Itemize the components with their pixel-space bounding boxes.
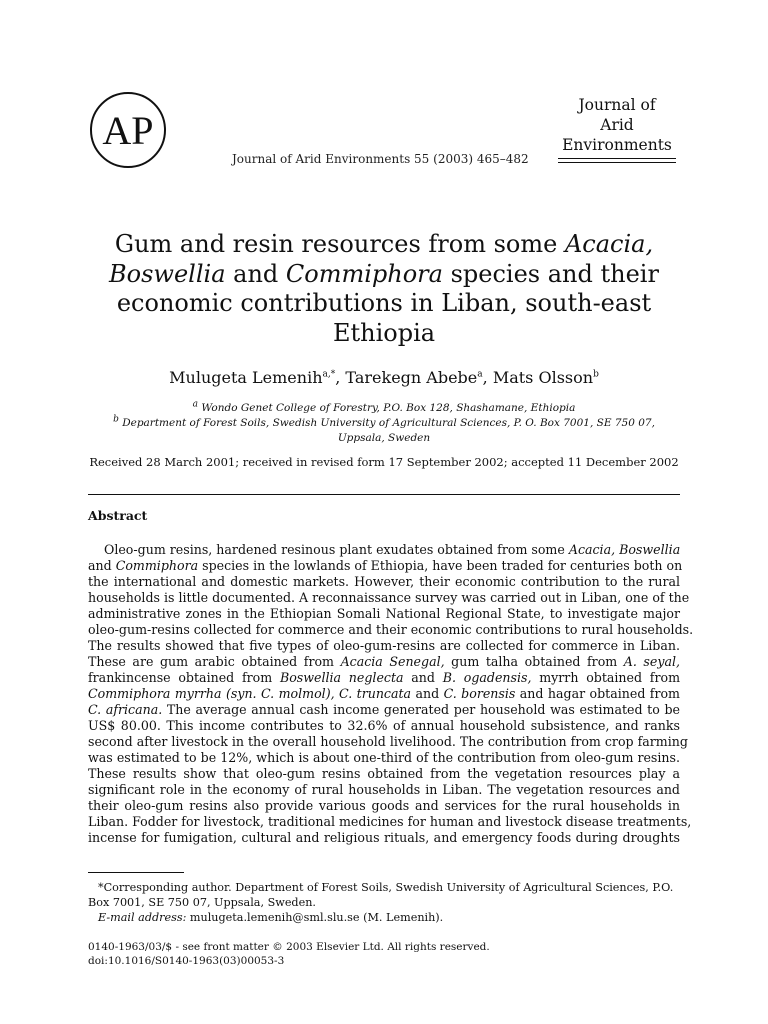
- abstract-line: These results show that oleo-gum resins obtained from the vegetation resources play a: [88, 766, 680, 781]
- title-genus: Commiphora: [285, 259, 443, 288]
- affiliation-text: Department of Forest Soils, Swedish University of Agricultural Sciences, P. O. Box 7001, SE 750 07,: [122, 417, 655, 429]
- author-name: Mulugeta Lemenih: [169, 368, 323, 387]
- abstract-line: administrative zones in the Ethiopian Somali National Regional State, to investigate major: [88, 606, 680, 621]
- author-name: , Tarekegn Abebe: [335, 368, 478, 387]
- abstract-body: [88, 542, 694, 846]
- abstract-line: Commiphora myrrha (syn. C. molmol), C. truncata and C. borensis and hagar obtained from: [88, 686, 680, 701]
- affiliation-text: Uppsala, Sweden: [337, 432, 431, 444]
- abstract-line: oleo-gum-resins collected for commerce and their economic contributions to rural households.: [88, 622, 694, 637]
- journal-name-box: [558, 95, 676, 155]
- title-text: species and their: [442, 259, 659, 288]
- abstract-line: frankincense obtained from Boswellia neglecta and B. ogadensis, myrrh obtained from: [88, 670, 681, 685]
- abstract-line: households is little documented. A reconnaissance survey was carried out in Liban, one of the: [88, 590, 690, 605]
- email-address[interactable]: mulugeta.lemenih@sml.slu.se (M. Lemenih).: [186, 911, 444, 924]
- affiliation-a: [88, 401, 680, 416]
- abstract-line: US$ 80.00. This income contributes to 32.6% of annual household subsistence, and ranks: [88, 718, 680, 733]
- doi-line[interactable]: doi:10.1016/S0140-1963(03)00053-3: [88, 955, 285, 967]
- title-text: Gum and resin resources from some: [114, 230, 565, 258]
- abstract-line: The results showed that five types of oleo-gum-resins are collected for commerce in Liban.: [88, 638, 680, 653]
- abstract-heading: Abstract: [88, 508, 148, 523]
- affiliation-text: Wondo Genet College of Forestry, P.O. Box 128, Shashamane, Ethiopia: [201, 402, 576, 414]
- corresponding-author-footnote: [88, 880, 680, 925]
- abstract-line: These are gum arabic obtained from Acacia Senegal, gum talha obtained from A. seyal,: [88, 654, 681, 669]
- title-text: economic contributions in Liban, south-east: [116, 289, 652, 317]
- author-affil-mark: b: [593, 369, 599, 380]
- title-text: Ethiopia: [332, 318, 436, 347]
- abstract-line: and Commiphora species in the lowlands of Ethiopia, have been traded for centuries both on: [88, 558, 683, 573]
- author-list: [100, 368, 668, 387]
- abstract-line: second after livestock in the overall household livelihood. The contribution from crop farming: [88, 734, 688, 749]
- logo-text: AP: [102, 108, 154, 153]
- author-affil-mark: a,*: [322, 369, 336, 380]
- copyright-line: 0140-1963/03/$ - see front matter © 2003 Elsevier Ltd. All rights reserved.: [88, 941, 490, 953]
- affiliation-mark: b: [113, 414, 119, 425]
- affiliation-mark: a: [192, 399, 198, 410]
- abstract-line: incense for fumigation, cultural and religious rituals, and emergency foods during droughts: [88, 830, 680, 845]
- title-genus: Boswellia: [109, 259, 226, 288]
- title-genus: Acacia,: [564, 230, 654, 258]
- article-title: [100, 230, 668, 348]
- footnote-text: Box 7001, SE 750 07, Uppsala, Sweden.: [88, 896, 316, 909]
- footnote-rule: [88, 872, 184, 873]
- email-label: E-mail address:: [98, 911, 187, 924]
- abstract-line: the international and domestic markets. However, their economic contribution to the rural: [88, 574, 680, 589]
- journal-name-line-1: Journal of: [578, 96, 656, 114]
- abstract-line: Liban. Fodder for livestock, traditional medicines for human and livestock disease treatments,: [88, 814, 692, 829]
- journal-box-rule: [558, 158, 676, 159]
- journal-citation: Journal of Arid Environments 55 (2003) 465–482: [232, 152, 529, 166]
- affiliation-b: [88, 416, 680, 446]
- author-name: , Mats Olsson: [482, 368, 594, 387]
- footnote-email: [88, 910, 680, 925]
- abstract-line: their oleo-gum resins also provide various goods and services for the rural households in: [88, 798, 680, 813]
- abstract-line: Oleo-gum resins, hardened resinous plant exudates obtained from some Acacia, Boswellia: [104, 542, 681, 557]
- footnote-text: *Corresponding author. Department of Forest Soils, Swedish University of Agricultural Sciences, P.O.: [98, 881, 674, 894]
- abstract-line: C. africana. The average annual cash income generated per household was estimated to be: [88, 702, 680, 717]
- title-text: and: [225, 259, 286, 288]
- copyright-block: [88, 940, 490, 968]
- abstract-line: was estimated to be 12%, which is about one-third of the contribution from oleo-gum resins.: [88, 750, 680, 765]
- author-affil-mark: a: [477, 369, 483, 380]
- section-divider: [88, 494, 680, 495]
- journal-box-rule: [558, 162, 676, 163]
- received-dates: Received 28 March 2001; received in revised form 17 September 2002; accepted 11 December 2002: [89, 455, 679, 469]
- journal-name-line-2: Arid: [600, 116, 634, 134]
- abstract-line: significant role in the economy of rural households in Liban. The vegetation resources and: [88, 782, 680, 797]
- publisher-logo: [88, 90, 168, 170]
- journal-name-line-3: Environments: [562, 136, 672, 154]
